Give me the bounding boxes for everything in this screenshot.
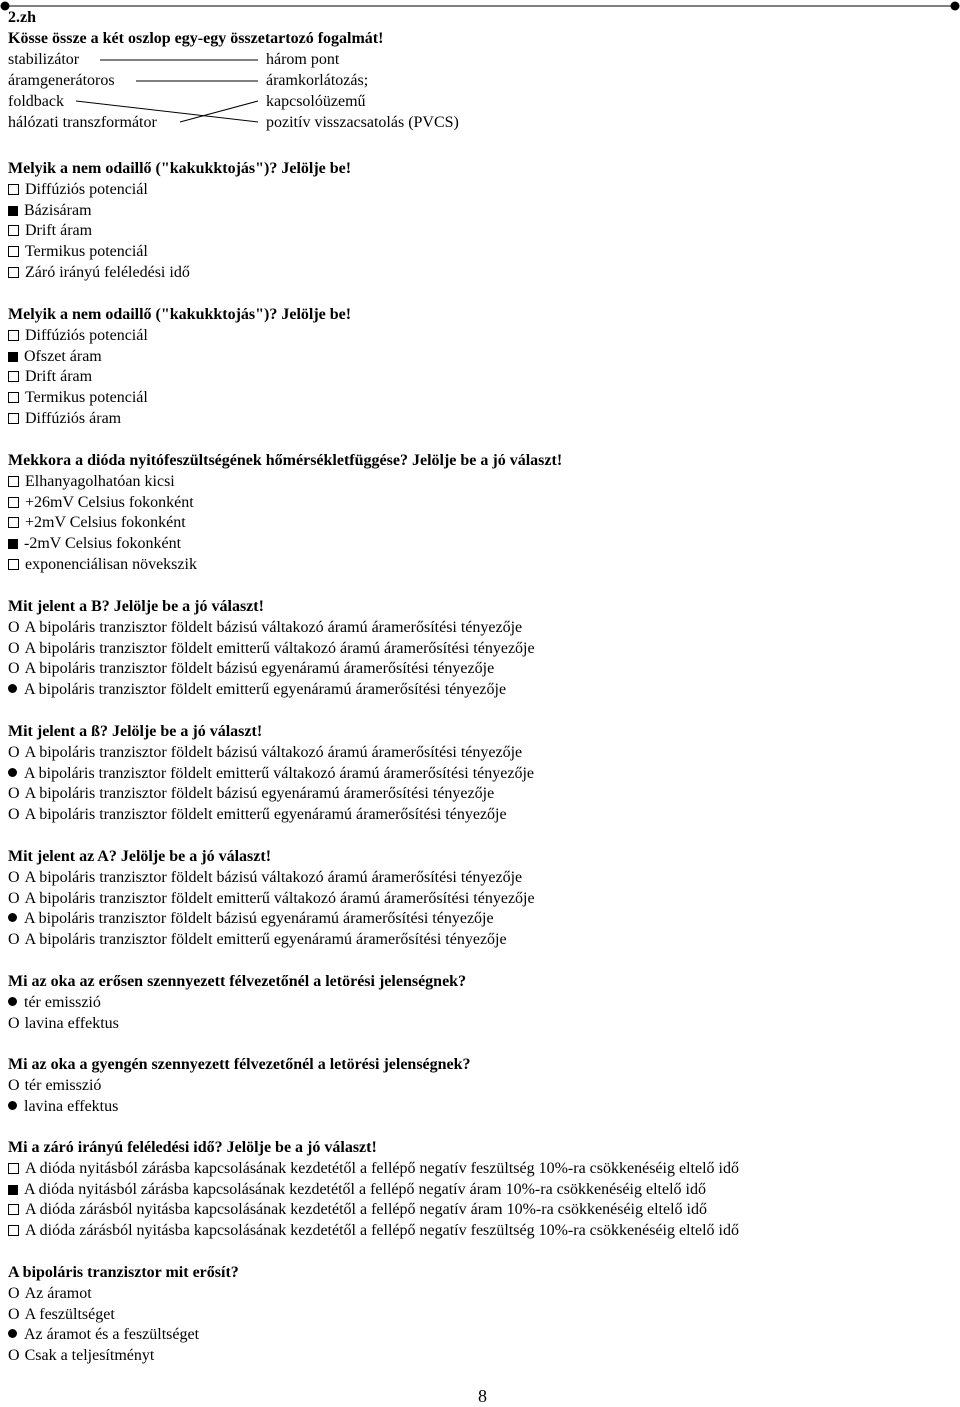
unselected-o-marker[interactable]: O <box>8 1347 20 1365</box>
answer-option-label: A bipoláris tranzisztor földelt emitterű váltakozó áramú áramerősítési tényezője <box>24 764 535 782</box>
answer-option[interactable] <box>8 513 186 533</box>
unselected-o-marker[interactable]: O <box>8 868 20 886</box>
answer-option-label: Ofszet áram <box>24 347 102 365</box>
answer-option-label: A dióda zárásból nyitásba kapcsolásának kezdetétől a fellépő negatív feszültség 10%-ra csökkenéséig eltelő idő <box>25 1222 739 1240</box>
empty-box-icon[interactable] <box>8 184 19 195</box>
answer-option-label: Diffúziós potenciál <box>25 326 148 344</box>
question-text: A bipoláris tranzisztor mit erősít? <box>8 1264 239 1281</box>
match-right-item: pozitív visszacsatolás (PVCS) <box>266 114 459 131</box>
answer-option-label: Az áramot <box>24 1284 92 1302</box>
answer-option[interactable] <box>8 1200 707 1220</box>
answer-option-label: Csak a teljesítményt <box>24 1347 155 1365</box>
answer-option[interactable] <box>8 659 494 679</box>
empty-box-icon[interactable] <box>8 267 19 278</box>
answer-option[interactable] <box>8 784 494 804</box>
unselected-o-marker[interactable]: O <box>8 660 20 678</box>
answer-option-label: Drift áram <box>25 222 93 240</box>
answer-option[interactable] <box>8 1284 92 1304</box>
answer-option[interactable] <box>8 534 181 554</box>
selected-bullet-icon[interactable] <box>8 1329 17 1338</box>
empty-box-icon[interactable] <box>8 330 19 341</box>
selected-bullet-icon[interactable] <box>8 1101 17 1110</box>
empty-box-icon[interactable] <box>8 371 19 382</box>
unselected-o-marker[interactable]: O <box>8 743 20 761</box>
unselected-o-marker[interactable]: O <box>8 806 20 824</box>
answer-option[interactable] <box>8 618 522 638</box>
selected-bullet-icon[interactable] <box>8 768 17 777</box>
answer-option-label: Bázisáram <box>24 201 92 219</box>
question-text: Mit jelent a B? Jelölje be a jó választ! <box>8 598 264 615</box>
answer-option-label: A dióda nyitásból zárásba kapcsolásának kezdetétől a fellépő negatív feszültség 10%-ra csökkenéséig eltelő idő <box>25 1159 739 1177</box>
answer-option-label: lavina effektus <box>24 1097 119 1115</box>
answer-option-label: lavina effektus <box>24 1014 119 1032</box>
answer-option[interactable] <box>8 889 535 909</box>
question-text: Melyik a nem odaillő ("kakukktojás")? Jelölje be! <box>8 306 352 323</box>
question-text: Mi az oka az erősen szennyezett félvezetőnél a letörési jelenségnek? <box>8 973 467 990</box>
answer-option[interactable] <box>8 1180 706 1200</box>
answer-option-label: Diffúziós áram <box>25 410 122 427</box>
unselected-o-marker[interactable]: O <box>8 785 20 803</box>
answer-option[interactable] <box>8 221 92 241</box>
selected-bullet-icon[interactable] <box>8 997 17 1006</box>
match-left-item: áramgenerátoros <box>8 72 115 89</box>
answer-option-label: exponenciálisan növekszik <box>25 556 197 573</box>
answer-option[interactable] <box>8 472 175 492</box>
answer-option[interactable] <box>8 367 92 387</box>
selected-bullet-icon[interactable] <box>8 913 17 922</box>
unselected-o-marker[interactable]: O <box>8 931 20 949</box>
answer-option[interactable] <box>8 1346 154 1366</box>
answer-option[interactable] <box>8 639 535 659</box>
match-right-item: három pont <box>266 51 340 68</box>
answer-option[interactable] <box>8 347 102 367</box>
answer-option-label: A bipoláris tranzisztor földelt bázisú egyenáramú áramerősítési tényezője <box>24 785 495 803</box>
empty-box-icon[interactable] <box>8 413 19 424</box>
unselected-o-marker[interactable]: O <box>8 1076 20 1094</box>
answer-option-label: Diffúziós potenciál <box>25 180 148 198</box>
empty-box-icon[interactable] <box>8 392 19 403</box>
match-left-item: hálózati transzformátor <box>8 114 157 131</box>
answer-option-label: tér emisszió <box>24 993 101 1011</box>
page-title: 2.zh <box>8 9 36 26</box>
answer-option[interactable] <box>8 909 494 929</box>
answer-option[interactable] <box>8 1221 739 1241</box>
empty-box-icon[interactable] <box>8 497 19 508</box>
match-left-item: stabilizátor <box>8 51 80 68</box>
unselected-o-marker[interactable]: O <box>8 639 20 657</box>
answer-option[interactable] <box>8 680 506 700</box>
answer-option-label: tér emisszió <box>24 1076 102 1094</box>
answer-option-label: Elhanyagolhatóan kicsi <box>25 472 175 490</box>
empty-box-icon[interactable] <box>8 1163 19 1174</box>
answer-option[interactable] <box>8 263 190 283</box>
answer-option[interactable] <box>8 201 92 221</box>
answer-option-label: A bipoláris tranzisztor földelt bázisú egyenáramú áramerősítési tényezője <box>24 910 494 928</box>
empty-box-icon[interactable] <box>8 1225 19 1236</box>
answer-option-label: A bipoláris tranzisztor földelt emitterű egyenáramú áramerősítési tényezője <box>24 931 507 949</box>
match-right-item: áramkorlátozás; <box>266 72 369 89</box>
answer-option-label: -2mV Celsius fokonként <box>24 535 182 553</box>
answer-option[interactable] <box>8 1305 115 1325</box>
answer-option[interactable] <box>8 1076 101 1096</box>
question-text: Mekkora a dióda nyitófeszültségének hőmérsékletfüggése? Jelölje be a jó választ! <box>8 452 563 469</box>
answer-option-label: A bipoláris tranzisztor földelt bázisú váltakozó áramú áramerősítési tényezője <box>24 618 523 636</box>
empty-box-icon[interactable] <box>8 246 19 257</box>
answer-option[interactable] <box>8 242 148 262</box>
answer-option[interactable] <box>8 743 522 763</box>
checked-box-icon[interactable] <box>8 539 18 549</box>
answer-option[interactable] <box>8 993 101 1013</box>
answer-option[interactable] <box>8 930 507 950</box>
unselected-o-marker[interactable]: O <box>8 618 20 636</box>
question-text: Mi az oka a gyengén szennyezett félvezetőnél a letörési jelenségnek? <box>8 1056 471 1073</box>
answer-option-label: Drift áram <box>25 368 93 386</box>
checked-box-icon[interactable] <box>8 206 18 216</box>
answer-option-label: Az áramot és a feszültséget <box>24 1326 200 1344</box>
answer-option[interactable] <box>8 555 197 575</box>
answer-option-label: A feszültséget <box>24 1305 115 1323</box>
answer-option[interactable] <box>8 764 534 784</box>
answer-option[interactable] <box>8 868 522 888</box>
answer-option-label: A bipoláris tranzisztor földelt emitterű váltakozó áramú áramerősítési tényezője <box>24 639 535 657</box>
answer-option[interactable] <box>8 1159 739 1179</box>
empty-box-icon[interactable] <box>8 559 19 570</box>
answer-option-label: A bipoláris tranzisztor földelt emitterű egyenáramú áramerősítési tényezője <box>24 681 507 699</box>
match-right-item: kapcsolóüzemű <box>266 93 366 110</box>
answer-option-label: A bipoláris tranzisztor földelt emitterű egyenáramú áramerősítési tényezője <box>24 806 507 824</box>
unselected-o-marker[interactable]: O <box>8 889 20 907</box>
unselected-o-marker[interactable]: O <box>8 1014 20 1032</box>
unselected-o-marker[interactable]: O <box>8 1305 20 1323</box>
answer-option-label: A bipoláris tranzisztor földelt bázisú váltakozó áramú áramerősítési tényezője <box>24 868 523 886</box>
match-left-item: foldback <box>8 93 64 110</box>
answer-option-label: A dióda nyitásból zárásba kapcsolásának kezdetétől a fellépő negatív áram 10%-ra csökkenéséig eltelő idő <box>24 1180 706 1198</box>
answer-option[interactable] <box>8 1097 118 1117</box>
page-number: 8 <box>478 1386 487 1406</box>
unselected-o-marker[interactable]: O <box>8 1284 20 1302</box>
empty-box-icon[interactable] <box>8 517 19 528</box>
empty-box-icon[interactable] <box>8 225 19 236</box>
question-text: Mit jelent a ß? Jelölje be a jó választ! <box>8 723 263 740</box>
answer-option[interactable] <box>8 1325 199 1345</box>
answer-option-label: Záró irányú feléledési idő <box>25 264 190 281</box>
answer-option-label: Termikus potenciál <box>25 243 148 261</box>
answer-option[interactable] <box>8 493 194 513</box>
answer-option-label: Termikus potenciál <box>25 389 148 407</box>
empty-box-icon[interactable] <box>8 1204 19 1215</box>
match-connector-lines <box>0 0 960 140</box>
answer-option[interactable] <box>8 409 121 429</box>
answer-option[interactable] <box>8 180 148 200</box>
answer-option[interactable] <box>8 805 507 825</box>
answer-option-label: A bipoláris tranzisztor földelt emitterű váltakozó áramú áramerősítési tényezője <box>24 889 535 907</box>
answer-option-label: +2mV Celsius fokonként <box>25 514 186 532</box>
checked-box-icon[interactable] <box>8 352 18 362</box>
answer-option-label: +26mV Celsius fokonként <box>25 493 194 511</box>
answer-option[interactable] <box>8 388 148 408</box>
question-text: Mi a záró irányú feléledési idő? Jelölje be a jó választ! <box>8 1139 377 1156</box>
answer-option-label: A bipoláris tranzisztor földelt bázisú váltakozó áramú áramerősítési tényezője <box>24 743 523 761</box>
empty-box-icon[interactable] <box>8 476 19 487</box>
answer-option-label: A dióda zárásból nyitásba kapcsolásának kezdetétől a fellépő negatív áram 10%-ra csökkenéséig eltelő idő <box>25 1201 707 1219</box>
answer-option-label: A bipoláris tranzisztor földelt bázisú egyenáramú áramerősítési tényezője <box>24 660 495 678</box>
selected-bullet-icon[interactable] <box>8 684 17 693</box>
answer-option[interactable] <box>8 1014 119 1034</box>
answer-option[interactable] <box>8 326 148 346</box>
checked-box-icon[interactable] <box>8 1185 18 1195</box>
question-text: Melyik a nem odaillő ("kakukktojás")? Jelölje be! <box>8 160 352 177</box>
match-instruction: Kösse össze a két oszlop egy-egy összetartozó fogalmát! <box>8 30 384 47</box>
question-text: Mit jelent az A? Jelölje be a jó választ! <box>8 848 272 865</box>
